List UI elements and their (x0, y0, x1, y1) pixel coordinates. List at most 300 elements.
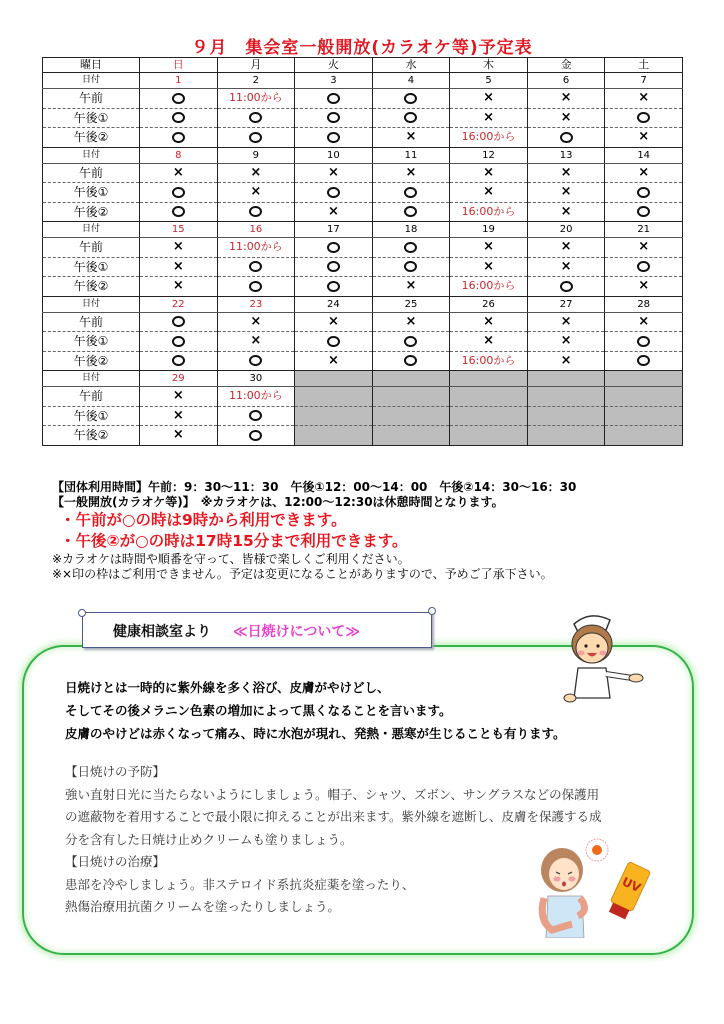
available-circle-icon (249, 410, 262, 421)
unavailable-x-icon: × (560, 333, 572, 349)
availability-cell (295, 257, 373, 277)
availability-cell (527, 257, 605, 277)
available-circle-icon (560, 132, 573, 143)
unavailable-x-icon: × (405, 164, 417, 180)
availability-cell (217, 163, 295, 183)
unavailable-x-icon: × (638, 313, 650, 329)
unavailable-x-icon: × (483, 333, 494, 349)
unavailable-x-icon: × (405, 313, 417, 329)
treatment-line: 熱傷治療用抗菌クリームを塗ったりしましょう。 (65, 899, 341, 914)
unavailable-x-icon: × (560, 203, 572, 219)
availability-cell (140, 202, 218, 222)
empty-cell (295, 406, 373, 426)
available-circle-icon (637, 112, 650, 123)
treatment-heading: 【日焼けの治療】 (65, 854, 166, 869)
date-cell: 17 (295, 222, 373, 238)
unavailable-x-icon: × (560, 258, 572, 274)
date-row (43, 147, 683, 163)
note-unavailable: ※×印の枠はご利用できません。予定は変更になることがありますので、予めご了承下さい。 (52, 567, 553, 581)
available-circle-icon (404, 206, 417, 217)
available-circle-icon (637, 206, 650, 217)
available-circle-icon (172, 187, 185, 198)
availability-cell (372, 89, 450, 109)
availability-cell (217, 257, 295, 277)
unavailable-x-icon: × (405, 278, 417, 294)
slot-label: 午後① (43, 406, 140, 426)
available-circle-icon (327, 242, 340, 253)
prevention-line: 強い直射日光に当たらないようにしましょう。帽子、シャツ、ズボン、サングラスなどの保護用 (65, 786, 600, 802)
availability-cell (527, 238, 605, 258)
weekday-header: 木 (450, 58, 528, 73)
unavailable-x-icon: × (560, 184, 572, 200)
available-circle-icon (249, 281, 262, 292)
unavailable-x-icon: × (638, 239, 650, 255)
page-title: ９月 集会室一般開放(カラオケ等)予定表 (191, 38, 533, 58)
unavailable-x-icon: × (250, 313, 262, 329)
slot-label: 午前 (43, 163, 140, 183)
availability-cell (605, 89, 683, 109)
availability-cell (605, 277, 683, 297)
unavailable-x-icon: × (638, 129, 650, 145)
unavailable-x-icon: × (327, 203, 339, 219)
availability-cell (140, 257, 218, 277)
date-row (43, 222, 683, 238)
availability-time-cell: 16:00から (450, 277, 528, 297)
unavailable-x-icon: × (172, 258, 184, 274)
date-cell: 14 (605, 147, 683, 163)
weekday-header: 火 (295, 58, 373, 73)
availability-cell (217, 128, 295, 148)
availability-cell (217, 406, 295, 426)
availability-cell (217, 426, 295, 446)
availability-cell (140, 406, 218, 426)
date-cell: 12 (450, 147, 528, 163)
unavailable-x-icon: × (560, 239, 572, 255)
availability-cell (140, 128, 218, 148)
empty-cell (527, 387, 605, 407)
available-circle-icon (172, 206, 185, 217)
unavailable-x-icon: × (638, 90, 650, 106)
availability-cell (140, 312, 218, 332)
availability-cell (295, 312, 373, 332)
date-row (43, 73, 683, 89)
unavailable-x-icon: × (483, 258, 494, 274)
date-cell: 10 (295, 147, 373, 163)
availability-cell (372, 277, 450, 297)
available-circle-icon (249, 430, 262, 441)
availability-cell (605, 202, 683, 222)
date-cell: 20 (527, 222, 605, 238)
available-circle-icon (327, 336, 340, 347)
empty-cell (450, 387, 528, 407)
availability-cell (450, 238, 528, 258)
slot-row (43, 108, 683, 128)
slot-row (43, 89, 683, 109)
weekday-header: 土 (605, 58, 683, 73)
date-label: 日付 (43, 147, 140, 163)
availability-cell (605, 163, 683, 183)
availability-cell (372, 128, 450, 148)
availability-time-cell: 11:00から (217, 89, 295, 109)
highlight-afternoon2: ・午後②が○の時は17時15分まで利用できます。 (60, 532, 408, 550)
availability-cell (527, 277, 605, 297)
date-cell: 18 (372, 222, 450, 238)
date-label: 日付 (43, 222, 140, 238)
availability-cell (372, 312, 450, 332)
empty-cell (295, 387, 373, 407)
availability-cell (527, 332, 605, 352)
group-hours: 【団体利用時間】午前：9：30～11：30 午後①12：00～14：00 午後②14：30～16：30 (52, 480, 577, 494)
intro-line: 皮膚のやけどは赤くなって痛み、時に水泡が現れ、発熱・悪寒が生じることも有ります。 (65, 726, 566, 741)
availability-cell (217, 108, 295, 128)
slot-row (43, 406, 683, 426)
unavailable-x-icon: × (638, 164, 650, 180)
slot-label: 午後① (43, 257, 140, 277)
availability-cell (140, 108, 218, 128)
unavailable-x-icon: × (172, 164, 184, 180)
unavailable-x-icon: × (560, 313, 572, 329)
schedule-table (42, 57, 683, 446)
available-circle-icon (637, 261, 650, 272)
empty-cell (372, 371, 450, 387)
availability-cell (372, 108, 450, 128)
highlight-morning: ・午前が○の時は9時から利用できます。 (60, 511, 347, 529)
banner-topic: ≪日焼けについて≫ (233, 624, 361, 640)
empty-cell (372, 406, 450, 426)
prevention-heading: 【日焼けの予防】 (65, 764, 166, 779)
unavailable-x-icon: × (483, 164, 494, 180)
general-open-info: 【一般開放(カラオケ等)】 ※カラオケは、12:00～12:30は休憩時間となります。 (52, 495, 504, 509)
availability-cell (527, 128, 605, 148)
date-cell: 9 (217, 147, 295, 163)
availability-cell (140, 183, 218, 203)
availability-cell (372, 163, 450, 183)
available-circle-icon (249, 132, 262, 143)
available-circle-icon (327, 281, 340, 292)
available-circle-icon (404, 93, 417, 104)
unavailable-x-icon: × (250, 164, 262, 180)
unavailable-x-icon: × (172, 388, 184, 404)
weekday-header-label: 曜日 (43, 58, 140, 73)
available-circle-icon (172, 355, 185, 366)
slot-label: 午後① (43, 332, 140, 352)
slot-row (43, 351, 683, 371)
date-cell: 16 (217, 222, 295, 238)
prevention-line: の遮蔽物を着用することで最小限に抑えることが出来ます。紫外線を遮断し、皮膚を保護する成 (65, 809, 602, 824)
available-circle-icon (404, 261, 417, 272)
unavailable-x-icon: × (250, 184, 262, 200)
uv-label: UV (619, 874, 643, 896)
availability-cell (140, 351, 218, 371)
sun-icon (592, 845, 602, 855)
available-circle-icon (327, 261, 340, 272)
slot-row (43, 238, 683, 258)
weekday-header: 日 (140, 58, 218, 73)
slot-label: 午前 (43, 89, 140, 109)
date-cell: 6 (527, 73, 605, 89)
empty-cell (450, 371, 528, 387)
unavailable-x-icon: × (638, 278, 650, 294)
availability-cell (527, 351, 605, 371)
unavailable-x-icon: × (483, 90, 494, 106)
unavailable-x-icon: × (172, 239, 184, 255)
date-label: 日付 (43, 371, 140, 387)
unavailable-x-icon: × (483, 184, 494, 200)
slot-row (43, 387, 683, 407)
date-row (43, 296, 683, 312)
date-cell: 28 (605, 296, 683, 312)
prevention-line: 分を含有した日焼け止めクリームも塗りましょう。 (65, 831, 353, 847)
slot-row (43, 163, 683, 183)
availability-cell (372, 238, 450, 258)
nurse-illustration (548, 608, 648, 703)
slot-label: 午前 (43, 238, 140, 258)
slot-label: 午後② (43, 202, 140, 222)
empty-cell (527, 371, 605, 387)
sunburn-illustration (532, 830, 662, 938)
sunscreen-tube-icon (606, 862, 651, 921)
date-cell: 4 (372, 73, 450, 89)
slot-label: 午前 (43, 312, 140, 332)
slot-row (43, 183, 683, 203)
slot-row (43, 128, 683, 148)
availability-cell (527, 202, 605, 222)
unavailable-x-icon: × (327, 164, 339, 180)
slot-label: 午後① (43, 108, 140, 128)
slot-label: 午後② (43, 426, 140, 446)
weekday-header-row (43, 58, 683, 73)
availability-cell (527, 108, 605, 128)
date-cell: 24 (295, 296, 373, 312)
date-row (43, 371, 683, 387)
health-banner (82, 612, 432, 648)
unavailable-x-icon: × (172, 427, 184, 443)
date-cell: 27 (527, 296, 605, 312)
date-cell: 29 (140, 371, 218, 387)
availability-cell (217, 332, 295, 352)
date-cell: 30 (217, 371, 295, 387)
intro-line: そしてその後メラニン色素の増加によって黒くなることを言います。 (65, 703, 452, 718)
available-circle-icon (172, 316, 185, 327)
availability-cell (605, 183, 683, 203)
unavailable-x-icon: × (560, 109, 572, 125)
availability-cell (372, 183, 450, 203)
unavailable-x-icon: × (560, 164, 572, 180)
treatment-line: 患部を冷やしましょう。非ステロイド系抗炎症薬を塗ったり、 (65, 876, 415, 892)
availability-cell (605, 312, 683, 332)
unavailable-x-icon: × (483, 109, 494, 125)
availability-cell (527, 163, 605, 183)
availability-cell (295, 238, 373, 258)
slot-row (43, 202, 683, 222)
availability-cell (295, 163, 373, 183)
empty-cell (527, 426, 605, 446)
availability-cell (450, 108, 528, 128)
empty-cell (372, 426, 450, 446)
unavailable-x-icon: × (560, 90, 572, 106)
availability-cell (605, 128, 683, 148)
date-cell: 15 (140, 222, 218, 238)
available-circle-icon (172, 93, 185, 104)
slot-row (43, 332, 683, 352)
slot-label: 午後① (43, 183, 140, 203)
availability-cell (140, 426, 218, 446)
available-circle-icon (249, 261, 262, 272)
unavailable-x-icon: × (560, 352, 572, 368)
unavailable-x-icon: × (172, 278, 184, 294)
unavailable-x-icon: × (483, 313, 494, 329)
availability-cell (372, 257, 450, 277)
banner-from: 健康相談室より (113, 624, 211, 640)
available-circle-icon (404, 112, 417, 123)
unavailable-x-icon: × (327, 352, 339, 368)
unavailable-x-icon: × (327, 313, 339, 329)
availability-time-cell: 11:00から (217, 387, 295, 407)
available-circle-icon (404, 355, 417, 366)
available-circle-icon (327, 132, 340, 143)
availability-cell (295, 128, 373, 148)
available-circle-icon (249, 112, 262, 123)
available-circle-icon (637, 187, 650, 198)
date-cell: 26 (450, 296, 528, 312)
date-cell: 13 (527, 147, 605, 163)
date-cell: 5 (450, 73, 528, 89)
availability-cell (295, 351, 373, 371)
date-label: 日付 (43, 73, 140, 89)
empty-cell (450, 406, 528, 426)
availability-cell (217, 312, 295, 332)
notes-section (52, 480, 712, 582)
empty-cell (450, 426, 528, 446)
available-circle-icon (404, 336, 417, 347)
available-circle-icon (327, 93, 340, 104)
date-cell: 19 (450, 222, 528, 238)
availability-cell (527, 183, 605, 203)
availability-cell (372, 202, 450, 222)
empty-cell (605, 387, 683, 407)
empty-cell (295, 371, 373, 387)
empty-cell (295, 426, 373, 446)
availability-cell (140, 277, 218, 297)
availability-time-cell: 16:00から (450, 128, 528, 148)
slot-label: 午後② (43, 277, 140, 297)
empty-cell (372, 387, 450, 407)
empty-cell (605, 426, 683, 446)
availability-cell (605, 238, 683, 258)
slot-row (43, 277, 683, 297)
available-circle-icon (637, 355, 650, 366)
unavailable-x-icon: × (483, 239, 494, 255)
date-cell: 23 (217, 296, 295, 312)
date-cell: 3 (295, 73, 373, 89)
availability-cell (140, 89, 218, 109)
date-cell: 2 (217, 73, 295, 89)
availability-cell (450, 89, 528, 109)
available-circle-icon (172, 336, 185, 347)
availability-cell (217, 202, 295, 222)
availability-cell (450, 312, 528, 332)
availability-cell (450, 257, 528, 277)
available-circle-icon (172, 132, 185, 143)
availability-cell (527, 312, 605, 332)
empty-cell (605, 406, 683, 426)
availability-cell (140, 332, 218, 352)
intro-line: 日焼けとは一時的に紫外線を多く浴び、皮膚がやけどし、 (65, 680, 390, 695)
weekday-header: 月 (217, 58, 295, 73)
availability-cell (295, 89, 373, 109)
availability-cell (372, 351, 450, 371)
availability-cell (140, 163, 218, 183)
availability-cell (450, 183, 528, 203)
available-circle-icon (172, 112, 185, 123)
unavailable-x-icon: × (405, 129, 417, 145)
availability-cell (605, 257, 683, 277)
date-cell: 1 (140, 73, 218, 89)
availability-cell (295, 277, 373, 297)
available-circle-icon (249, 355, 262, 366)
date-cell: 25 (372, 296, 450, 312)
slot-row (43, 426, 683, 446)
slot-label: 午後② (43, 128, 140, 148)
slot-row (43, 312, 683, 332)
slot-row (43, 257, 683, 277)
available-circle-icon (249, 206, 262, 217)
empty-cell (605, 371, 683, 387)
available-circle-icon (327, 112, 340, 123)
date-cell: 8 (140, 147, 218, 163)
availability-cell (372, 332, 450, 352)
availability-cell (295, 202, 373, 222)
weekday-header: 金 (527, 58, 605, 73)
available-circle-icon (637, 336, 650, 347)
availability-cell (217, 277, 295, 297)
unavailable-x-icon: × (250, 333, 262, 349)
availability-cell (295, 183, 373, 203)
date-cell: 7 (605, 73, 683, 89)
date-cell: 11 (372, 147, 450, 163)
empty-cell (527, 406, 605, 426)
weekday-header: 水 (372, 58, 450, 73)
availability-cell (217, 351, 295, 371)
available-circle-icon (404, 187, 417, 198)
note-karaoke: ※カラオケは時間や順番を守って、皆様で楽しくご利用ください。 (52, 552, 410, 566)
date-cell: 22 (140, 296, 218, 312)
availability-cell (605, 351, 683, 371)
availability-cell (140, 387, 218, 407)
slot-label: 午後② (43, 351, 140, 371)
availability-cell (450, 163, 528, 183)
unavailable-x-icon: × (172, 407, 184, 423)
availability-cell (527, 89, 605, 109)
slot-label: 午前 (43, 387, 140, 407)
availability-cell (217, 183, 295, 203)
date-label: 日付 (43, 296, 140, 312)
availability-cell (295, 332, 373, 352)
available-circle-icon (404, 242, 417, 253)
availability-cell (605, 332, 683, 352)
scroll-curl-left (78, 609, 86, 617)
available-circle-icon (327, 187, 340, 198)
availability-cell (295, 108, 373, 128)
availability-time-cell: 16:00から (450, 351, 528, 371)
availability-cell (450, 332, 528, 352)
availability-time-cell: 11:00から (217, 238, 295, 258)
availability-cell (140, 238, 218, 258)
date-cell: 21 (605, 222, 683, 238)
scroll-curl-right (428, 607, 436, 615)
availability-cell (605, 108, 683, 128)
available-circle-icon (560, 281, 573, 292)
